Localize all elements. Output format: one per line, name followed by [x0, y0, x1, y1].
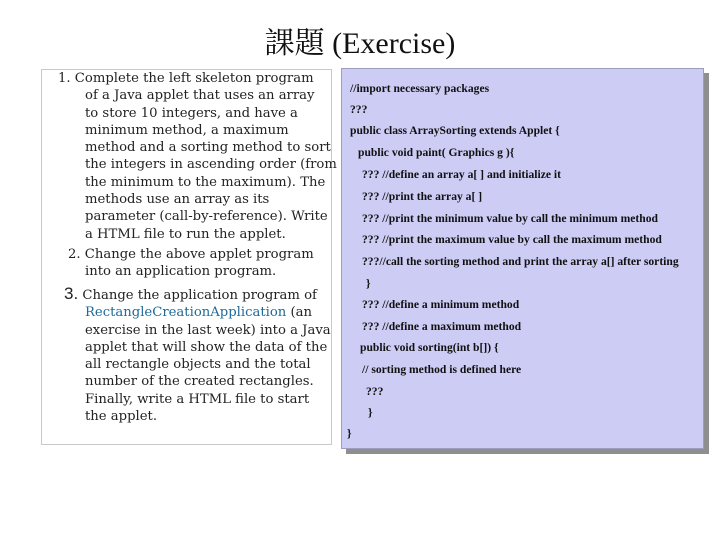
code-line: ???: [366, 385, 384, 398]
exercise-number-2: 2.: [68, 247, 81, 262]
code-line: }: [368, 406, 373, 419]
exercise-3-line: Change the application program of: [82, 288, 317, 303]
exercise-1-line: method and a sorting method to sort: [85, 140, 331, 156]
exercise-number-1: 1.: [58, 71, 71, 86]
exercise-2-line: Change the above applet program: [84, 247, 314, 262]
code-line: // sorting method is defined here: [362, 363, 522, 376]
exercise-item-2: [68, 246, 333, 281]
exercise-3-line: Finally, write a HTML file to start: [85, 391, 310, 407]
code-line: public void sorting(int b[]) {: [360, 341, 499, 354]
code-line: ??? //print the array a[ ]: [362, 190, 483, 203]
code-line: ??? //print the maximum value by call the maximum method: [362, 233, 662, 246]
code-line: ??? //define a maximum method: [362, 320, 522, 333]
code-line: ??? //print the minimum value by call the minimum method: [362, 212, 658, 225]
code-line: ???//call the sorting method and print the array a[] after sorting: [362, 255, 679, 268]
code-line: }: [366, 277, 371, 290]
class-name-reference: RectangleCreationApplication: [85, 305, 287, 321]
exercise-item-1: [58, 70, 337, 243]
code-line: //import necessary packages: [350, 82, 490, 95]
exercise-1-line: the minimum to the maximum). The: [85, 174, 326, 190]
code-line: }: [347, 427, 352, 440]
code-line: ??? //define an array a[ ] and initialize it: [362, 168, 562, 181]
exercise-3-line: applet that will show the data of the: [85, 339, 328, 355]
exercise-item-3: [64, 285, 334, 425]
exercise-1-line: of a Java applet that uses an array: [85, 88, 315, 104]
exercise-3-line: exercise in the last week) into a Java: [85, 322, 331, 338]
code-line: ??? //define a minimum method: [362, 298, 520, 311]
exercise-1-line: to store 10 integers, and have a: [85, 105, 298, 121]
code-line: ???: [350, 103, 368, 116]
exercise-1-line: minimum method, a maximum: [85, 122, 289, 138]
exercise-3-line: (an: [286, 305, 312, 321]
exercise-1-line: the integers in ascending order (from: [85, 157, 337, 173]
exercise-1-line: methods use an array as its: [85, 192, 270, 208]
exercise-1-line: a HTML file to run the applet.: [85, 226, 286, 242]
exercise-2-line: into an application program.: [85, 264, 277, 280]
code-line: public void paint( Graphics g ){: [358, 146, 515, 159]
code-line: public class ArraySorting extends Applet {: [350, 124, 560, 137]
exercise-1-line: Complete the left skeleton program: [74, 71, 314, 86]
exercise-1-line: parameter (call-by-reference). Write: [85, 209, 328, 225]
exercise-3-line: all rectangle objects and the total: [85, 357, 311, 373]
exercise-number-3: 3.: [64, 284, 79, 303]
exercise-3-line: the applet.: [85, 409, 158, 425]
exercise-3-line: number of the created rectangles.: [85, 374, 314, 390]
page-title: 課題 (Exercise): [264, 27, 456, 60]
